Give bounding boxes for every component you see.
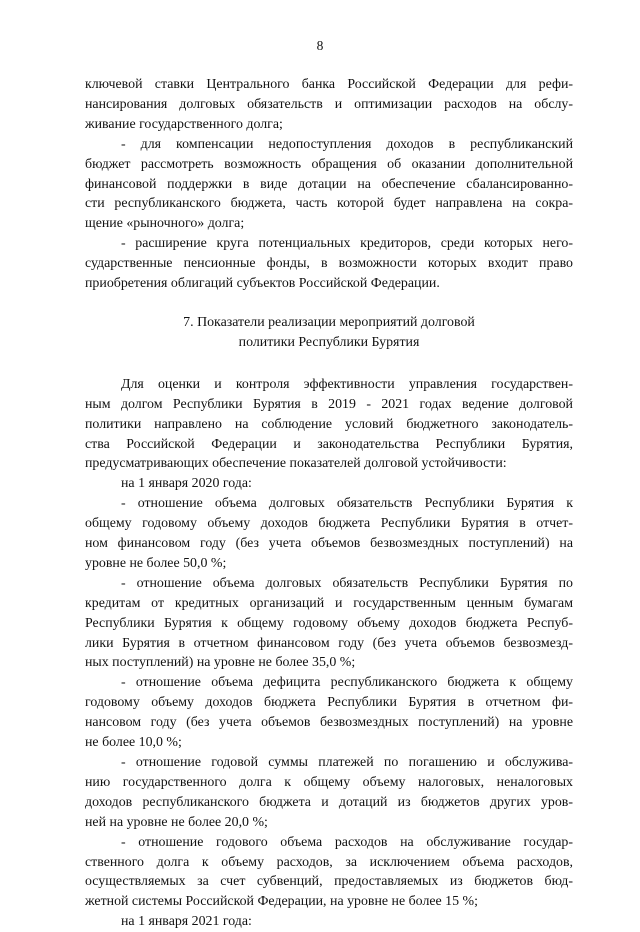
text-line: ства Российской Федерации и законодательства Республики Бурятия, <box>85 436 573 452</box>
text-line: живание государственного долга; <box>85 116 283 132</box>
text-line: приобретения облигаций субъектов Российской Федерации. <box>85 276 440 292</box>
text-line: ным долгом Республики Бурятия в 2019 - 2021 годах ведение долговой <box>85 396 573 412</box>
text-line: нию государственного долга к общему объему налоговых, неналоговых <box>85 774 573 790</box>
text-line: финансовой поддержки в виде дотации на обеспечение сбалансированно- <box>85 176 573 192</box>
text-line: общему годовому объему доходов бюджета Республики Бурятия в отчет- <box>85 516 573 532</box>
text-line: сударственные пенсионные фонды, в возможности которых входит право <box>85 256 573 272</box>
text-line: бюджет рассмотреть возможность обращения об оказании дополнительной <box>85 156 573 172</box>
text-line: уровне не более 50,0 %; <box>85 555 227 571</box>
text-line: - отношение объема долговых обязательств Республики Бурятия по <box>121 575 573 591</box>
text-line: годовому объему доходов бюджета Республики Бурятия в отчетном фи- <box>85 695 573 711</box>
text-line: не более 10,0 %; <box>85 735 182 751</box>
text-line: Республики Бурятия к общему годовому объему доходов бюджета Респуб- <box>85 615 573 631</box>
section-title-line: политики Республики Бурятия <box>238 334 420 350</box>
section-title-line: 7. Показатели реализации мероприятий долговой <box>183 314 475 330</box>
text-line: щение «рыночного» долга; <box>85 216 245 232</box>
text-line: нансирования долговых обязательств и оптимизации расходов на обслу- <box>85 96 573 112</box>
text-line: - отношение годового объема расходов на обслуживание государ- <box>121 834 573 850</box>
text-line: - отношение годовой суммы платежей по погашению и обслужива- <box>121 755 573 770</box>
text-line: сти республиканского бюджета, часть которой будет направлена на сокра- <box>85 196 573 212</box>
text-line: ных поступлений) на уровне не более 35,0 %; <box>85 655 356 671</box>
text-line: - отношение объема долговых обязательств Республики Бурятия к <box>121 496 573 512</box>
text-line: ном финансовом году (без учета объемов безвозмездных поступлений) на <box>85 536 573 552</box>
date-line: на 1 января 2020 года: <box>121 476 252 492</box>
section-heading <box>85 313 573 353</box>
text-line: доходов республиканского бюджета и дотаций из бюджетов других уров- <box>85 794 573 810</box>
text-line: нансовом году (без учета объемов безвозмездных поступлений) на уровне <box>85 715 573 731</box>
text-line: предусматривающих обеспечение показателей долговой устойчивости: <box>85 456 507 472</box>
text-line: ственного долга к объему расходов, за исключением объема расходов, <box>85 854 573 870</box>
date-line: на 1 января 2021 года: <box>121 914 252 930</box>
text-line: кредитам от кредитных организаций и государственным ценным бумагам <box>85 595 573 611</box>
text-line: осуществляемых за счет субвенций, предоставляемых из бюджетов бюд- <box>85 874 573 890</box>
text-line: жетной системы Российской Федерации, на уровне не более 15 %; <box>85 894 478 910</box>
text-line: - отношение объема дефицита республиканского бюджета к общему <box>121 675 573 691</box>
text-line: ключевой ставки Центрального банка Российской Федерации для рефи- <box>85 77 573 92</box>
text-line: Для оценки и контроля эффективности управления государствен- <box>121 376 573 392</box>
text-line: ней на уровне не более 20,0 %; <box>85 814 268 830</box>
text-line: - расширение круга потенциальных кредиторов, среди которых него- <box>121 236 573 252</box>
text-line: политики направлено на соблюдение условий бюджетного законодатель- <box>85 416 573 432</box>
document-body <box>85 75 573 932</box>
text-line: лики Бурятия в отчетном финансовом году (без учета объемов безвозмезд- <box>85 635 573 651</box>
text-line: - для компенсации недопоступления доходов в республиканский <box>121 136 573 152</box>
page-number: 8 <box>316 38 324 53</box>
